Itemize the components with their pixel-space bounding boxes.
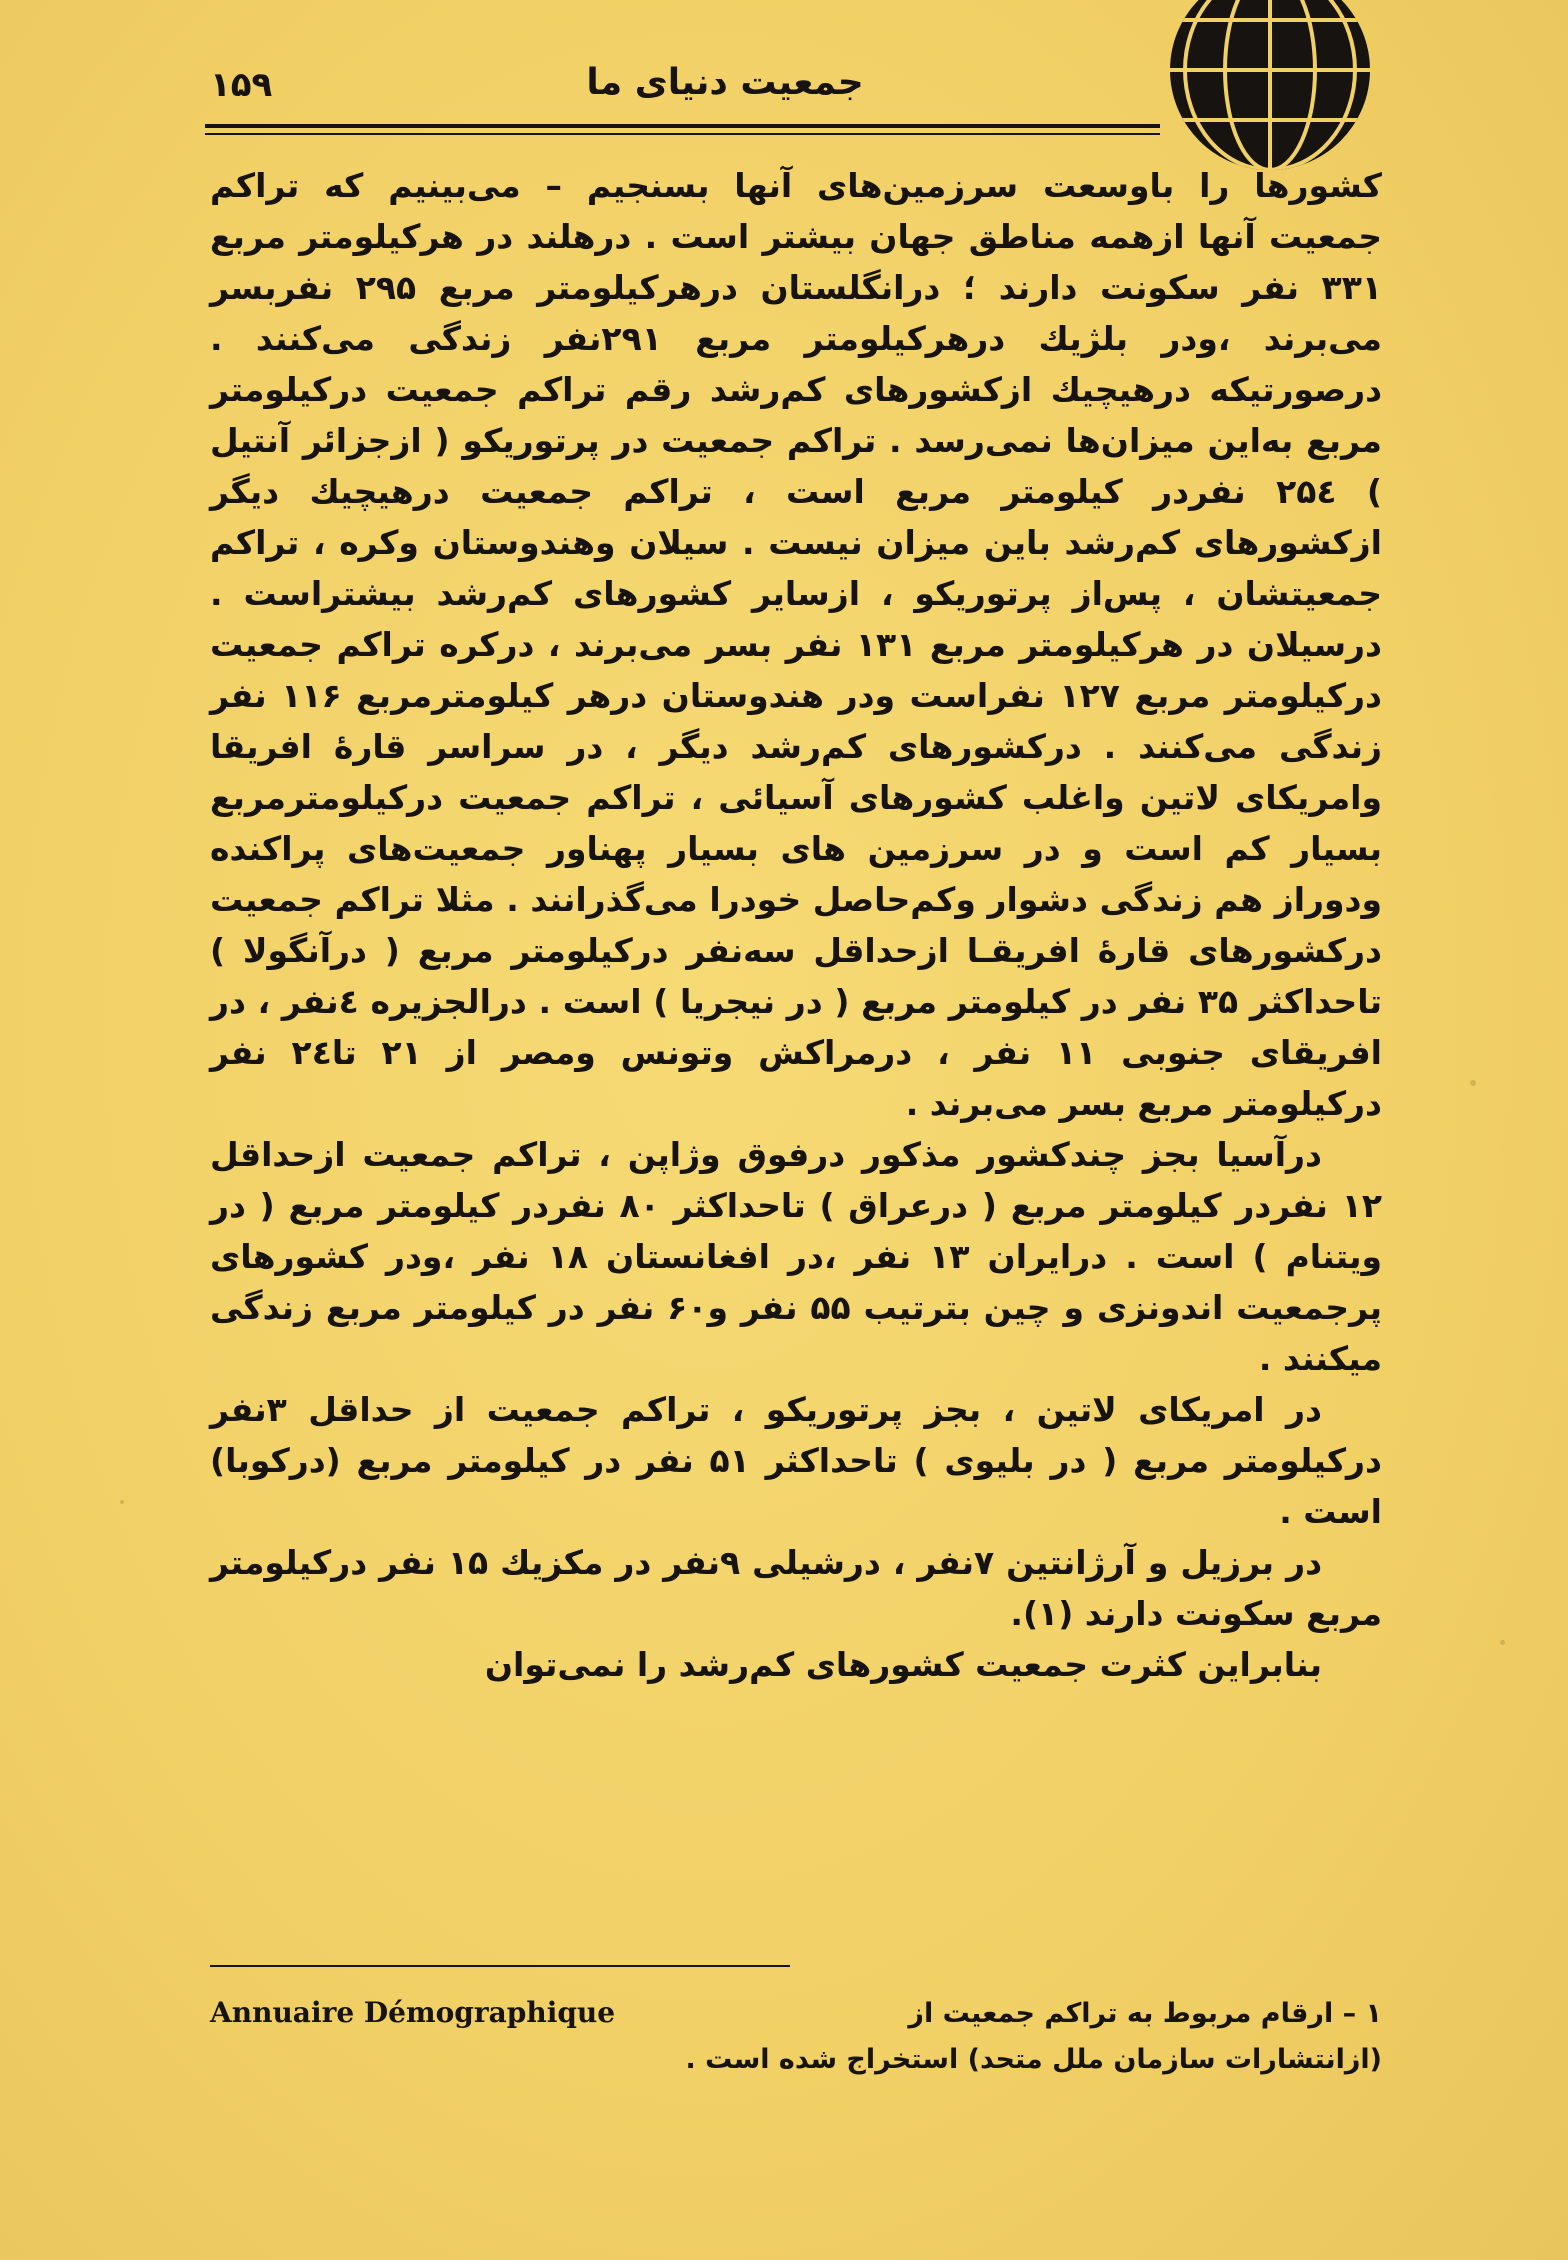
footnote-source-title: Annuaire Démographique: [210, 1996, 616, 2029]
body-text: [210, 160, 1382, 1690]
paper-speck: [1500, 1640, 1505, 1645]
footnote-line-1: [210, 1990, 1382, 2037]
globe-icon: [1160, 0, 1375, 170]
running-title: جمعیت دنیای ما: [586, 62, 864, 103]
paragraph-5: بنابراین کثرت جمعیت کشورهای کم‌رشد را نمی‌توان: [484, 1645, 1322, 1684]
footnote-text-2: (ازانتشارات سازمان ملل متحد) استخراج شده است .: [685, 2044, 1382, 2075]
page-number: ۱۵۹: [210, 65, 273, 105]
paper-speck: [120, 1500, 124, 1504]
paragraph-4: در برزیل و آرژانتین ۷نفر ، درشیلی ۹نفر در مکزیك ۱۵ نفر درکیلومتر مربع سکونت دارند (۱).: [210, 1543, 1382, 1633]
footnote: [210, 1990, 1382, 2083]
paragraph-2: درآسیا بجز چندکشور مذکور درفوق وژاپن ، تراکم جمعیت ازحداقل ۱۲ نفردر کیلومتر مربع ( درعراق ) تاحداکثر ۸۰ نفردر کیلومتر مربع ( در ویتنام ) است . درایران ۱۳ نفر ،در افغانستان ۱۸ نفر ،ودر کشورهای پرجمعیت اندونزی و چین بترتیب ۵۵ نفر و۶۰ نفر در کیلومتر مربع زندگی میکنند .: [210, 1135, 1383, 1378]
paper-speck: [1470, 1080, 1476, 1086]
paragraph-1: کشورها را باوسعت سرزمین‌های آنها بسنجیم – می‌بینیم که تراکم جمعیت آنها ازهمه مناطق جهان بیشتر است . درهلند در هرکیلومتر مربع ۳۳۱ نفر سکونت دارند ؛ درانگلستان درهرکیلومتر مربع ۲۹۵ نفربسر می‌برند ،ودر بلژیك درهرکیلومتر مربع ۲۹۱نفر زندگی می‌کنند . درصورتیکه درهیچیك ازکشورهای کم‌رشد رقم تراکم جمعیت درکیلومتر مربع به‌این میزان‌ها نمی‌رسد . تراکم جمعیت در پرتوریکو ( ازجزائر آنتیل ) ۲۵٤ نفردر کیلومتر مربع است ، تراکم جمعیت درهیچیك دیگر ازکشورهای کم‌رشد باین میزان نیست . سیلان وهندوستان وکره ، تراکم جمعیتشان ، پس‌از پرتوریکو ، ازسایر کشورهای کم‌رشد بیشتراست . درسیلان در هرکیلومتر مربع ۱۳۱ نفر بسر می‌برند ، درکره تراکم جمعیت درکیلومتر مربع ۱۲۷ نفراست ودر هندوستان درهر کیلومترمربع ۱۱۶ نفر زندگی می‌کنند . درکشورهای کم‌رشد دیگر ، در سراسر قارهٔ افریقا وامریکای لاتین واغلب کشورهای آسیائی ، تراکم جمعیت درکیلومترمربع بسیار کم است و در سرزمین های بسیار پهناور جمعیت‌های پراکنده ودوراز هم زندگی دشوار وکم‌حاصل خودرا می‌گذرانند . مثلا تراکم جمعیت درکشورهای قارهٔ افریقـا ازحداقل سه‌نفر درکیلومتر مربع ( درآنگولا ) تاحداکثر ۳۵ نفر در کیلومتر مربع ( در نیجریا ) است . درالجزیره ٤نفر ، در افریقای جنوبی ۱۱ نفر ، درمراکش وتونس ومصر از ۲۱ تا۲٤ نفر درکیلومتر مربع بسر می‌برند .: [210, 166, 1382, 1123]
header-rule-thin: [205, 133, 1160, 135]
footnote-text-1: ۱ – ارقام مربوط به تراکم جمعیت از: [908, 1998, 1382, 2029]
paragraph-3: در امریکای لاتین ، بجز پرتوریکو ، تراکم جمعیت از حداقل ۳نفر درکیلومتر مربع ( در بلیوی ) تاحداکثر ۵۱ نفر در کیلومتر مربع (درکوبا) است .: [210, 1390, 1382, 1531]
footnote-rule: [210, 1965, 790, 1967]
header-rule-thick: [205, 124, 1160, 128]
